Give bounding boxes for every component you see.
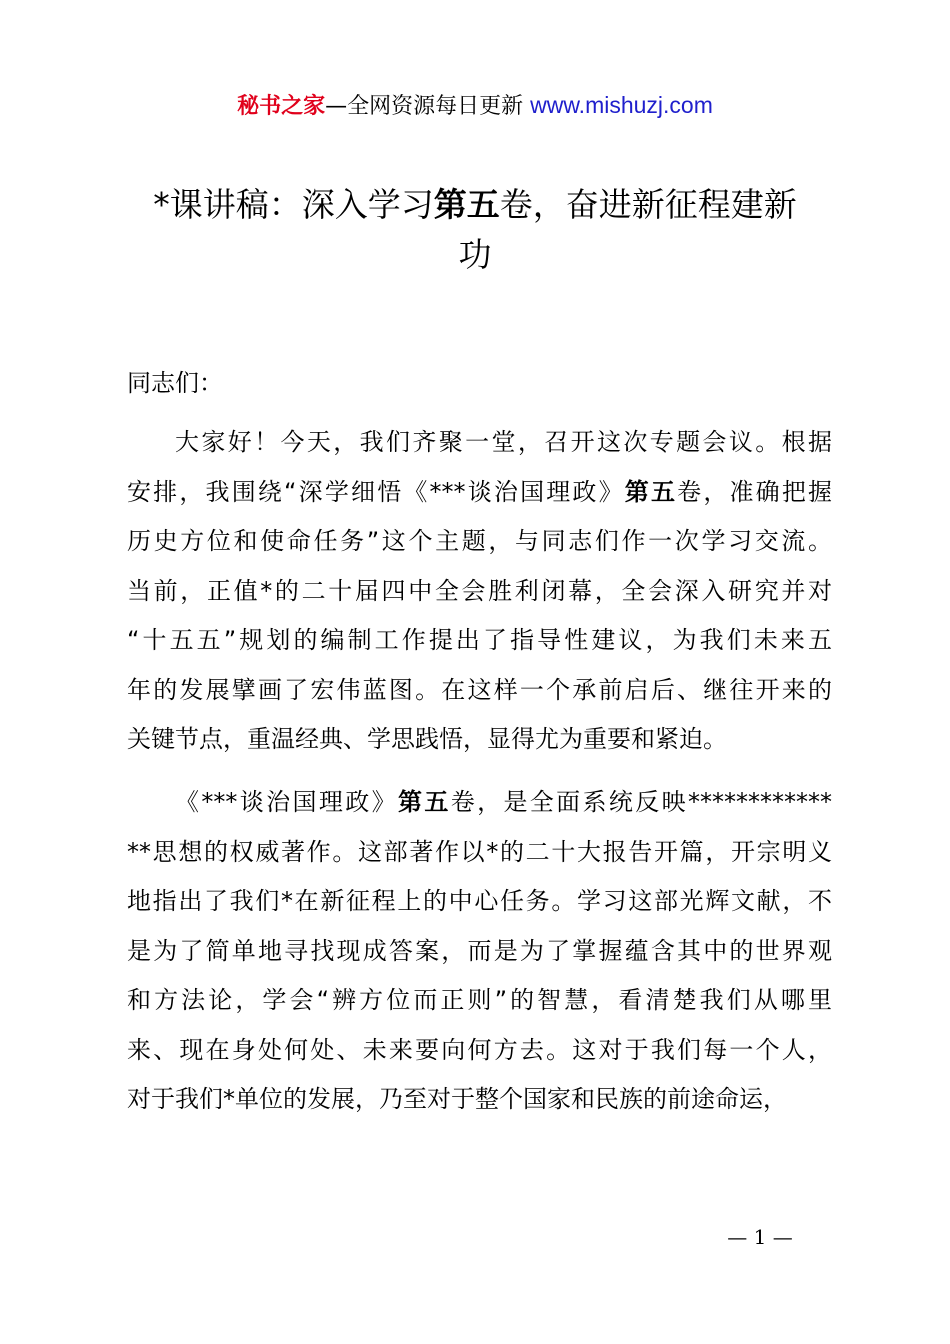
text-line: 对于我们*单位的发展，乃至对于整个国家和民族的前途命运，	[127, 1085, 787, 1113]
text-line: 是为了简单地寻找现成答案，而是为了掌握蕴含其中的世界观	[127, 936, 832, 965]
text-line: 大家好！今天，我们齐聚一堂，召开这次专题会议。根据	[175, 428, 832, 456]
text-bold: 第五	[397, 788, 451, 816]
text-line: “十五五”规划的编制工作提出了指导性建议，为我们未来五	[127, 626, 832, 654]
text-run: 安排，我围绕“深学细悟《***谈治国理政》	[127, 477, 625, 506]
text-line: 历史方位和使命任务”这个主题，与同志们作一次学习交流。	[127, 527, 832, 555]
text-run: 《***谈治国理政》	[175, 788, 398, 816]
title-line-2: 功	[458, 235, 492, 274]
title-part-1: *课讲稿：深入学习	[153, 185, 434, 224]
text-line: **思想的权威著作。这部著作以*的二十大报告开篇，开宗明义	[127, 837, 832, 866]
paragraph-2	[127, 778, 832, 1125]
text-line: 年的发展擘画了宏伟蓝图。在这样一个承前启后、继往开来的	[127, 675, 832, 704]
text-line: 当前，正值*的二十届四中全会胜利闭幕，全会深入研究并对	[127, 576, 832, 605]
text-line: 和方法论，学会“辨方位而正则”的智慧，看清楚我们从哪里	[127, 986, 832, 1014]
text-run: 卷，准确把握	[677, 477, 832, 506]
text-line	[127, 468, 832, 518]
text-bold: 第五	[624, 477, 678, 506]
text-run: 卷，是全面系统反映************	[450, 788, 832, 816]
title-part-2: 卷，奋进新征程建新	[499, 185, 797, 224]
text-line: 地指出了我们*在新征程上的中心任务。学习这部光辉文献，不	[127, 887, 832, 915]
header-slogan: 全网资源每日更新	[347, 94, 524, 119]
title-bold: 第五	[433, 185, 500, 224]
header-dash: —	[325, 94, 348, 119]
text-line: 来、现在身处何处、未来要向何方去。这对于我们每一个人，	[127, 1035, 832, 1064]
site-url-link[interactable]: www.mishuzj.com	[530, 92, 713, 118]
page-number: — 1 —	[727, 1225, 793, 1249]
salutation: 同志们：	[127, 369, 223, 397]
text-line: 关键节点，重温经典、学思践悟，显得尤为重要和紧迫。	[127, 725, 727, 753]
paragraph-1	[127, 418, 832, 765]
brand-name: 秘书之家	[237, 94, 326, 119]
document-title	[110, 180, 840, 280]
text-line	[127, 778, 832, 828]
site-header	[0, 88, 950, 124]
